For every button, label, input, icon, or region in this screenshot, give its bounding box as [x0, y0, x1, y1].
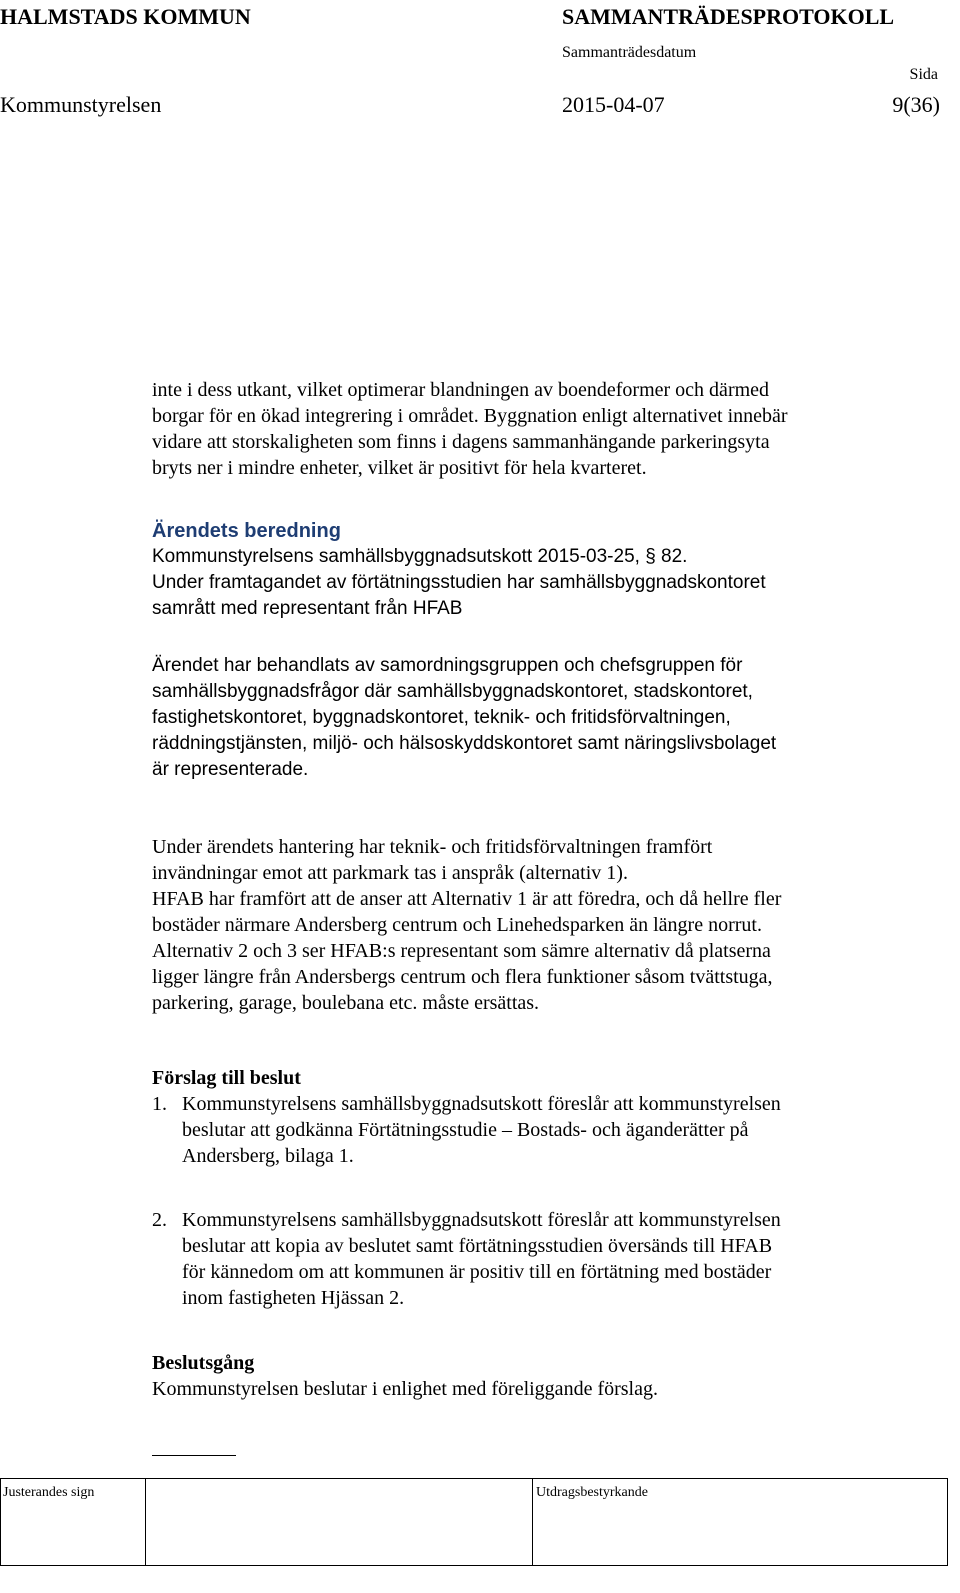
text-line: räddningstjänsten, miljö- och hälsoskyddskontoret samt näringslivsbolaget — [152, 733, 777, 754]
text-line: fastighetskontoret, byggnadskontoret, teknik- och fritidsförvaltningen, — [152, 707, 731, 728]
forslag-item-1 — [152, 1091, 781, 1169]
utdragsbestyrkande-label: Utdragsbestyrkande — [536, 1485, 648, 1500]
text-line: Kommunstyrelsens samhällsbyggnadsutskott föreslår att kommunstyrelsen — [182, 1093, 781, 1115]
behandlats-paragraph — [152, 653, 776, 783]
beslutsgang-heading: Beslutsgång — [152, 1352, 255, 1374]
text-line: bryts ner i mindre enheter, vilket är positivt för hela kvarteret. — [152, 457, 647, 479]
beredning-section — [152, 518, 766, 622]
text-line: Under framtagandet av förtätningsstudien har samhällsbyggnadskontoret — [152, 572, 766, 593]
justerandes-sign-label: Justerandes sign — [3, 1485, 95, 1500]
text-line: samrått med representant från HFAB — [152, 598, 463, 619]
text-line: beslutar att godkänna Förtätningsstudie – Bostads- och äganderätter på — [182, 1119, 749, 1141]
committee-name: Kommunstyrelsen — [0, 92, 162, 117]
text-line: ligger längre från Andersbergs centrum och flera funktioner såsom tvättstuga, — [152, 966, 773, 988]
text-line: beslutar att kopia av beslutet samt förtätningsstudien översänds till HFAB — [182, 1235, 773, 1257]
text-line: Kommunstyrelsens samhällsbyggnadsutskott föreslår att kommunstyrelsen — [182, 1209, 781, 1231]
text-line: samhällsbyggnadsfrågor där samhällsbyggnadskontoret, stadskontoret, — [152, 681, 753, 702]
footer-divider — [532, 1479, 533, 1565]
beslutsgang-section — [152, 1350, 658, 1402]
document-type: SAMMANTRÄDESPROTOKOLL — [562, 4, 895, 29]
footer-signature-box — [0, 1478, 948, 1566]
text-line: Alternativ 2 och 3 ser HFAB:s representant som sämre alternativ då platserna — [152, 940, 771, 962]
page-label: Sida — [909, 66, 938, 83]
municipality-name: HALMSTADS KOMMUN — [0, 4, 251, 29]
text-line: parkering, garage, boulebana etc. måste ersättas. — [152, 992, 540, 1014]
text-line: bostäder närmare Andersberg centrum och Linehedsparken än längre norrut. — [152, 914, 762, 936]
text-line: inte i dess utkant, vilket optimerar blandningen av boendeformer och därmed — [152, 379, 770, 401]
forslag-heading-wrap — [152, 1065, 301, 1091]
page-number: 9(36) — [892, 92, 940, 117]
intro-paragraph — [152, 377, 788, 481]
text-line: borgar för en ökad integrering i området. Byggnation enligt alternativet innebär — [152, 405, 788, 427]
date-label: Sammanträdesdatum — [562, 44, 697, 61]
signature-line — [152, 1455, 236, 1456]
beredning-reference: Kommunstyrelsens samhällsbyggnadsutskott 2015-03-25, § 82. — [152, 546, 688, 567]
footer-divider — [145, 1479, 146, 1565]
text-line: Andersberg, bilaga 1. — [182, 1145, 354, 1167]
text-line: för kännedom om att kommunen är positiv till en förtätning med bostäder — [182, 1261, 772, 1283]
list-number: 1. — [152, 1093, 167, 1115]
text-line: vidare att storskaligheten som finns i dagens sammanhängande parkeringsyta — [152, 431, 770, 453]
forslag-heading: Förslag till beslut — [152, 1067, 301, 1089]
beredning-heading: Ärendets beredning — [152, 520, 341, 542]
text-line: HFAB har framfört att de anser att Alternativ 1 är att föredra, och då hellre fler — [152, 888, 782, 910]
hantering-paragraph — [152, 834, 781, 1016]
meeting-date: 2015-04-07 — [562, 92, 665, 117]
text-line: inom fastigheten Hjässan 2. — [182, 1287, 405, 1309]
text-line: är representerade. — [152, 759, 309, 780]
text-line: Under ärendets hantering har teknik- och fritidsförvaltningen framfört — [152, 836, 713, 858]
text-line: Ärendet har behandlats av samordningsgruppen och chefsgruppen för — [152, 655, 743, 676]
forslag-item-2 — [152, 1207, 781, 1311]
text-line: invändningar emot att parkmark tas i anspråk (alternativ 1). — [152, 862, 628, 884]
beslutsgang-text: Kommunstyrelsen beslutar i enlighet med föreliggande förslag. — [152, 1378, 658, 1400]
list-number: 2. — [152, 1209, 167, 1231]
